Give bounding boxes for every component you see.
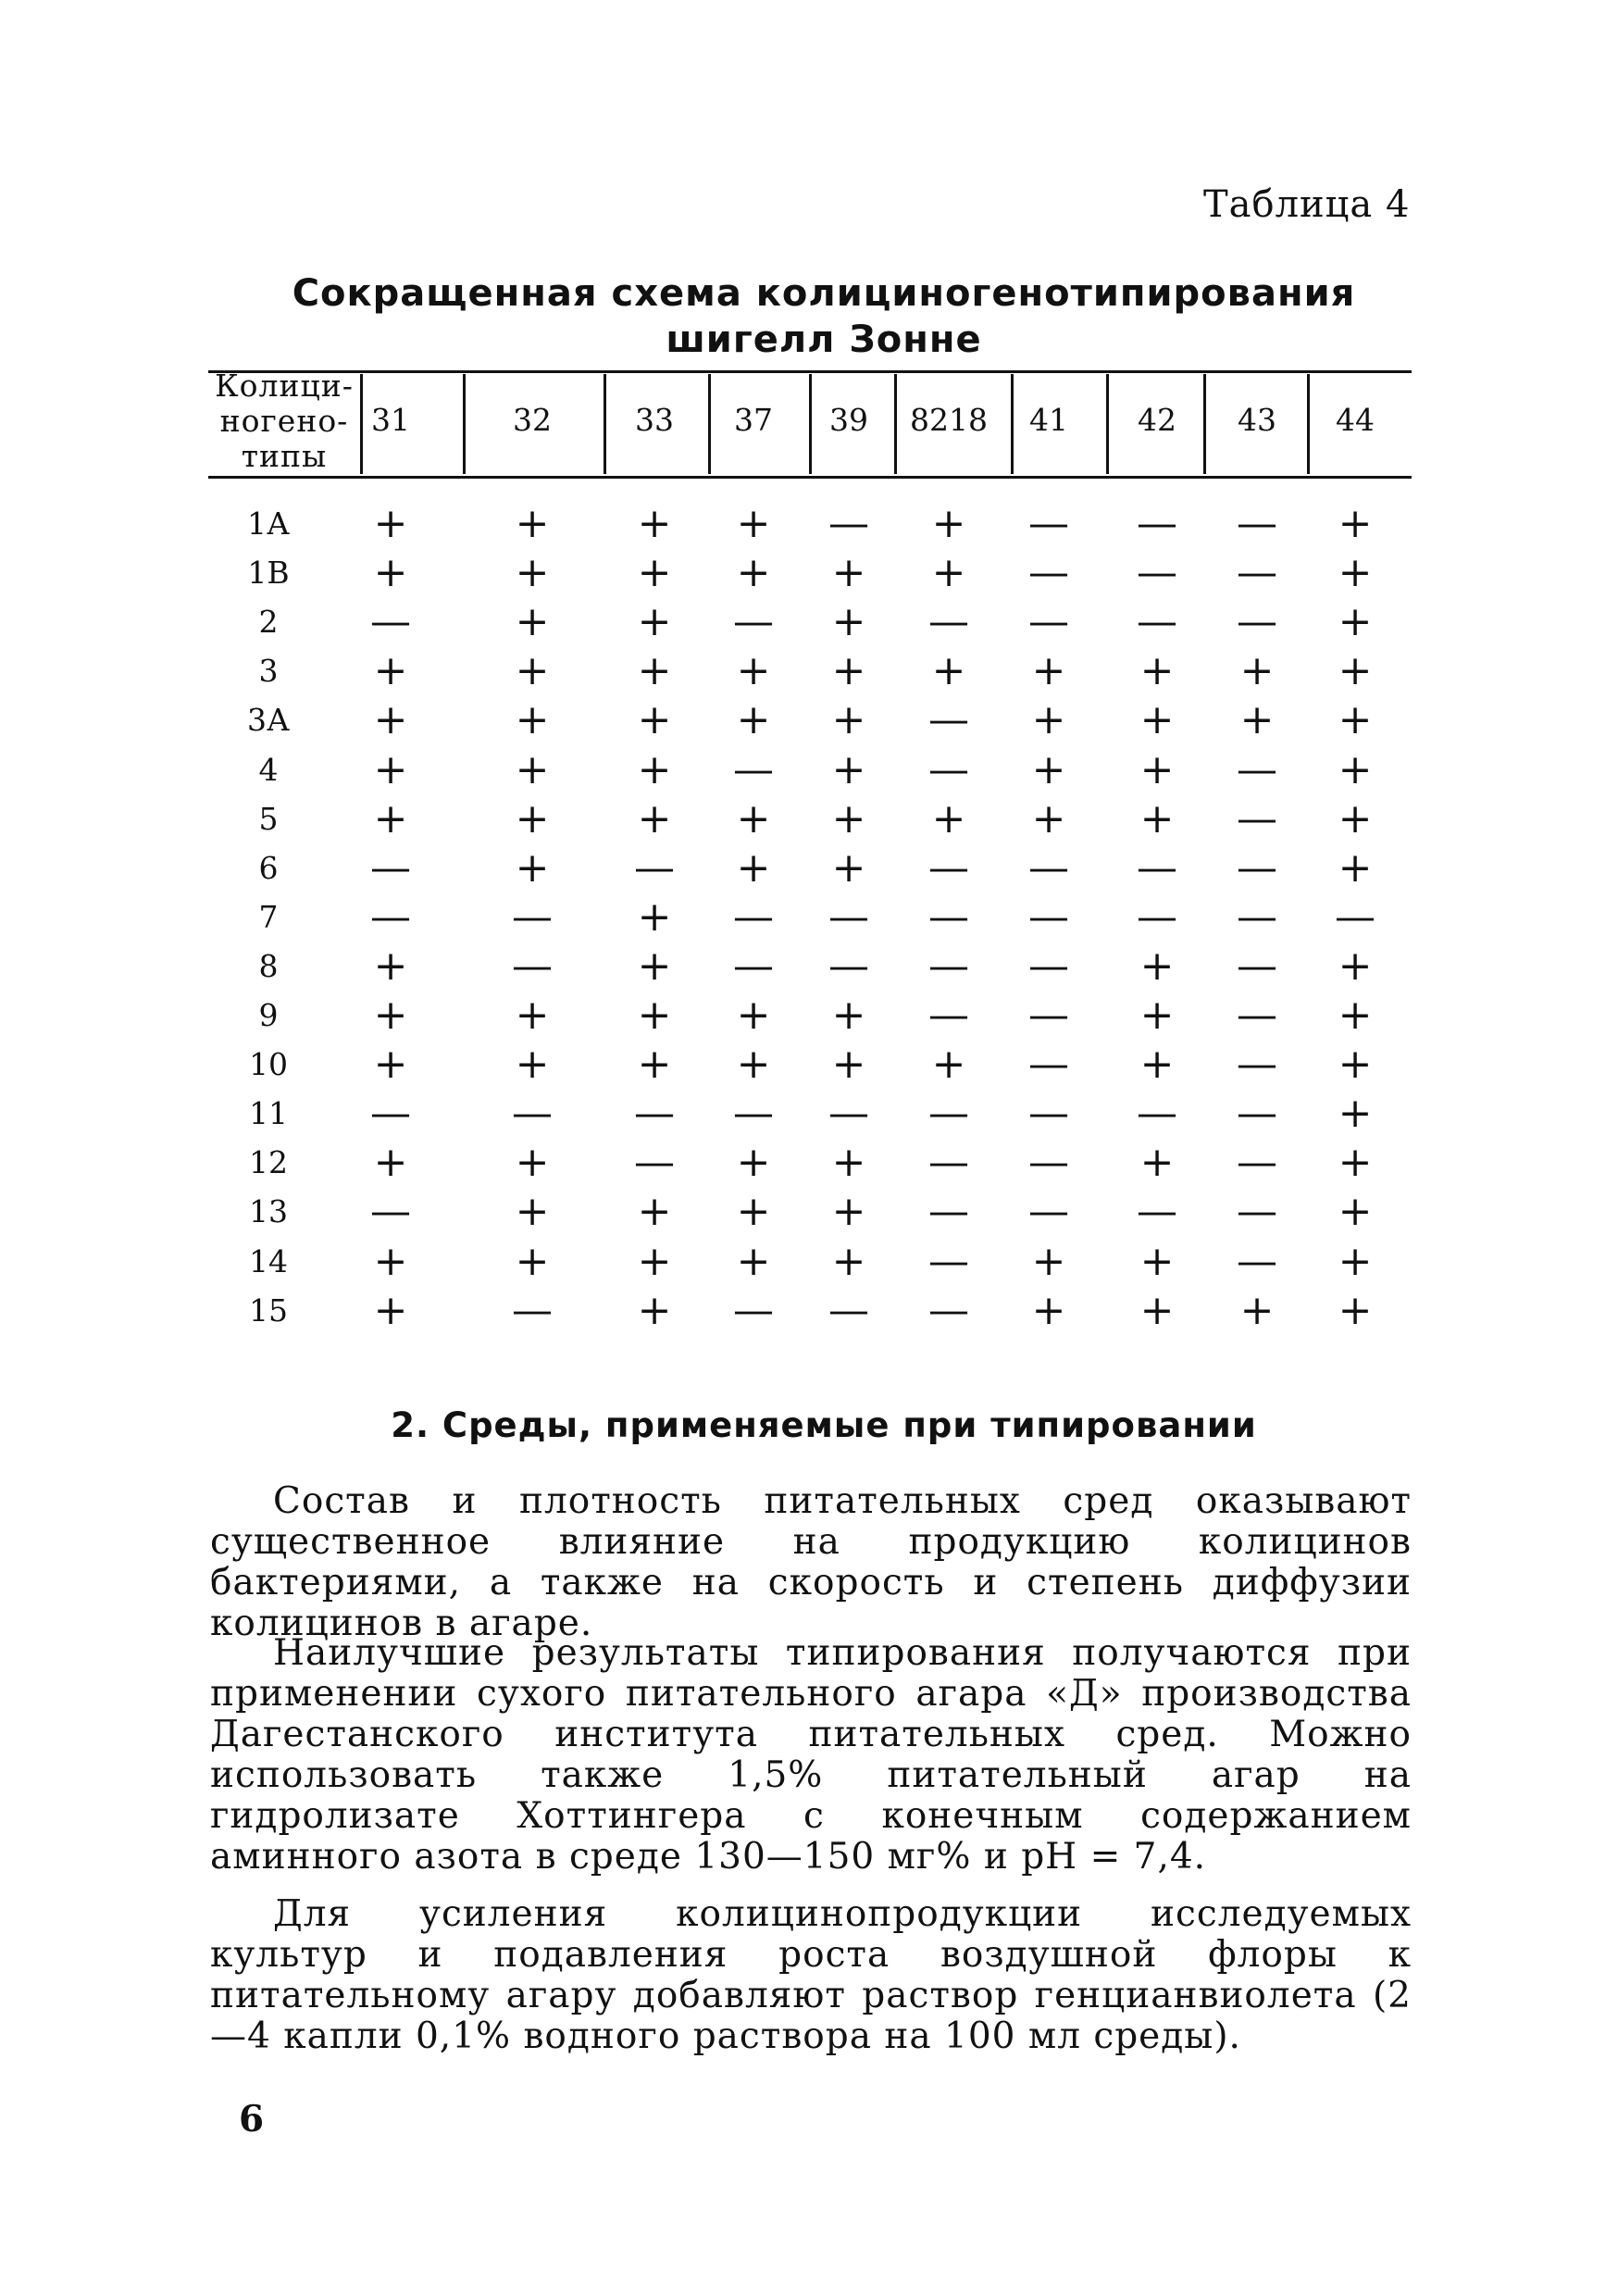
table-cell-mark: + [831, 1237, 866, 1285]
first-column-header [205, 368, 363, 474]
table-cell-mark: + [637, 696, 672, 744]
row-label: 4 [258, 751, 279, 788]
row-label: 3А [247, 702, 290, 739]
table-cell-mark: + [1031, 794, 1066, 842]
table-cell-mark: — [1028, 1041, 1069, 1089]
table-cell-mark: + [1338, 745, 1373, 793]
column-divider [894, 374, 897, 474]
table-cell-mark: — [512, 1090, 553, 1138]
table-cell-mark: + [831, 696, 866, 744]
table-cell-mark: + [1338, 1090, 1373, 1138]
table-cell-mark: — [1137, 892, 1177, 941]
table-cell-mark: — [1237, 992, 1277, 1039]
table-cell-mark: + [1338, 843, 1373, 892]
table-cell-mark: + [515, 1139, 550, 1187]
table-cell-mark: + [1031, 745, 1066, 793]
table-cell-mark: + [637, 1041, 672, 1089]
table-cell-mark: + [1031, 696, 1066, 744]
table-cell-mark: — [828, 942, 869, 990]
table-cell-mark: + [373, 1041, 408, 1089]
table-cell-mark: + [637, 892, 672, 941]
table-cell-mark: — [1028, 892, 1069, 941]
table-cell-mark: + [373, 1286, 408, 1334]
table-cell-mark: — [928, 1286, 969, 1334]
table-cell-mark: + [1338, 1188, 1373, 1236]
row-label: 12 [249, 1144, 288, 1181]
table-cell-mark: — [634, 1139, 675, 1187]
table-cell-mark: + [736, 992, 771, 1039]
table-cell-mark: + [831, 794, 866, 842]
table-cell-mark: + [1338, 549, 1373, 597]
table-cell-mark: + [831, 843, 866, 892]
table-cell-mark: — [1137, 1090, 1177, 1138]
page-number: 6 [239, 2098, 265, 2140]
table-cell-mark: + [1239, 1286, 1275, 1334]
table-cell-mark: + [637, 942, 672, 990]
table-cell-mark: + [1338, 500, 1373, 547]
table-cell-mark: + [736, 794, 771, 842]
table-cell-mark: — [1137, 549, 1177, 597]
table-cell-mark: — [828, 1286, 869, 1334]
table-cell-mark: + [515, 696, 550, 744]
table-cell-mark: — [1237, 794, 1277, 842]
table-cell-mark: — [928, 892, 969, 941]
table-cell-mark: — [928, 598, 969, 646]
table-cell-mark: — [1028, 843, 1069, 892]
column-header: 39 [829, 402, 868, 438]
table-cell-mark: + [736, 647, 771, 695]
table-cell-mark: + [515, 500, 550, 547]
table-cell-mark: — [733, 598, 774, 646]
first-column-header-line: типы [241, 438, 328, 474]
table-cell-mark: + [515, 1188, 550, 1236]
column-header: 31 [371, 402, 410, 438]
table-cell-mark: + [373, 794, 408, 842]
table-cell-mark: — [828, 500, 869, 547]
table-cell-mark: — [1237, 1090, 1277, 1138]
table-cell-mark: — [1237, 598, 1277, 646]
table-title [231, 270, 1416, 363]
paragraph: Для усиления колицинопродукции исследуемых культур и подавления роста воздушной флоры к питательному агару добавляют раствор генцианвиолета (2—4 капли 0,1% водного раствора на 100 мл среды). [210, 1893, 1412, 2057]
table-cell-mark: — [1137, 1188, 1177, 1236]
row-label: 7 [258, 898, 279, 935]
section-heading: 2. Среды, применяемые при типировании [391, 1405, 1257, 1445]
table-cell-mark: — [1335, 892, 1375, 941]
table-cell-mark: — [1237, 843, 1277, 892]
table-cell-mark: — [928, 1237, 969, 1285]
table-cell-mark: — [1237, 1188, 1277, 1236]
row-label: 1В [247, 555, 290, 592]
table-cell-mark: — [1237, 549, 1277, 597]
table-cell-mark: — [928, 1090, 969, 1138]
row-label: 8 [258, 947, 279, 984]
table-cell-mark: + [515, 647, 550, 695]
column-divider [1307, 374, 1310, 474]
column-divider [708, 374, 711, 474]
table-cell-mark: + [831, 1041, 866, 1089]
table-cell-mark: + [373, 1237, 408, 1285]
table-cell-mark: — [1028, 598, 1069, 646]
table-cell-mark: + [831, 992, 866, 1039]
table-cell-mark: + [515, 794, 550, 842]
table-cell-mark: — [928, 1188, 969, 1236]
table-top-rule [208, 370, 1412, 373]
table-cell-mark: — [1237, 942, 1277, 990]
row-label: 2 [258, 604, 279, 641]
row-label: 5 [258, 800, 279, 837]
row-label: 10 [249, 1046, 288, 1083]
table-cell-mark: + [1139, 1139, 1175, 1187]
table-cell-mark: + [736, 500, 771, 547]
table-cell-mark: + [637, 647, 672, 695]
table-cell-mark: — [634, 843, 675, 892]
table-cell-mark: + [931, 794, 966, 842]
table-cell-mark: — [1137, 598, 1177, 646]
row-label: 15 [249, 1292, 288, 1329]
table-cell-mark: — [1237, 1041, 1277, 1089]
table-cell-mark: — [512, 1286, 553, 1334]
table-cell-mark: + [1139, 992, 1175, 1039]
table-cell-mark: + [1338, 1286, 1373, 1334]
table-cell-mark: — [928, 992, 969, 1039]
table-cell-mark: + [1139, 745, 1175, 793]
row-label: 9 [258, 997, 279, 1033]
table-cell-mark: — [1237, 1139, 1277, 1187]
paragraph: Состав и плотность питательных сред оказывают существенное влияние на продукцию колицинов бактериями, а также на скорость и степень диффузии колицинов в агаре. [210, 1480, 1412, 1644]
table-cell-mark: + [1338, 598, 1373, 646]
table-cell-mark: — [828, 892, 869, 941]
table-cell-mark: — [512, 942, 553, 990]
row-label: 3 [258, 653, 279, 690]
table-cell-mark: + [736, 696, 771, 744]
table-cell-mark: + [736, 1237, 771, 1285]
table-cell-mark: + [831, 1188, 866, 1236]
table-cell-mark: — [828, 1090, 869, 1138]
table-cell-mark: + [637, 598, 672, 646]
column-divider [809, 374, 812, 474]
table-cell-mark: + [1139, 1237, 1175, 1285]
table-cell-mark: — [928, 745, 969, 793]
paragraph: Наилучшие результаты типирования получаются при применении сухого питательного агара «Д» производства Дагестанского института питательных сред. Можно использовать также 1,5% питательный агар на гидролизате Хоттингера с конечным содержанием аминного азота в среде 130—150 мг% и pH = 7,4. [210, 1632, 1412, 1878]
table-cell-mark: — [1137, 500, 1177, 547]
column-header: 42 [1138, 402, 1176, 438]
table-cell-mark: + [637, 1286, 672, 1334]
table-cell-mark: — [634, 1090, 675, 1138]
table-cell-mark: + [736, 549, 771, 597]
column-divider [463, 374, 466, 474]
table-cell-mark: + [736, 843, 771, 892]
table-cell-mark: + [637, 794, 672, 842]
table-cell-mark: + [1139, 696, 1175, 744]
table-cell-mark: + [637, 500, 672, 547]
table-cell-mark: + [373, 992, 408, 1039]
row-label: 11 [249, 1095, 288, 1132]
table-cell-mark: — [1237, 745, 1277, 793]
table-cell-mark: + [831, 549, 866, 597]
column-header: 43 [1238, 402, 1276, 438]
table-cell-mark: + [831, 647, 866, 695]
column-header: 33 [635, 402, 674, 438]
table-cell-mark: — [1028, 992, 1069, 1039]
table-cell-mark: + [1139, 794, 1175, 842]
table-cell-mark: — [1237, 1237, 1277, 1285]
table-cell-mark: + [637, 549, 672, 597]
table-cell-mark: + [1139, 647, 1175, 695]
table-cell-mark: — [733, 892, 774, 941]
column-header: 41 [1029, 402, 1068, 438]
table-cell-mark: — [370, 1188, 411, 1236]
table-cell-mark: + [1239, 696, 1275, 744]
table-cell-mark: + [931, 500, 966, 547]
table-cell-mark: + [373, 745, 408, 793]
column-divider [604, 374, 606, 474]
table-cell-mark: + [637, 745, 672, 793]
table-cell-mark: + [373, 1139, 408, 1187]
table-cell-mark: + [637, 1188, 672, 1236]
table-cell-mark: — [928, 696, 969, 744]
table-cell-mark: + [1139, 942, 1175, 990]
first-column-header-line: Колици- [215, 368, 354, 404]
table-cell-mark: — [733, 1286, 774, 1334]
table-cell-mark: + [931, 549, 966, 597]
table-cell-mark: — [733, 745, 774, 793]
table-cell-mark: — [928, 843, 969, 892]
table-cell-mark: — [1028, 500, 1069, 547]
table-cell-mark: + [515, 549, 550, 597]
table-cell-mark: + [1338, 1237, 1373, 1285]
table-cell-mark: + [1031, 647, 1066, 695]
table-header-rule [208, 476, 1412, 479]
table-cell-mark: + [515, 1041, 550, 1089]
table-title-line-2: шигелл Зонне [666, 318, 982, 361]
table-cell-mark: — [370, 843, 411, 892]
table-cell-mark: — [1028, 549, 1069, 597]
row-label: 14 [249, 1242, 288, 1279]
table-cell-mark: — [370, 892, 411, 941]
table-cell-mark: + [515, 745, 550, 793]
table-cell-mark: + [736, 1188, 771, 1236]
table-cell-mark: — [1028, 1139, 1069, 1187]
table-cell-mark: + [736, 1041, 771, 1089]
column-divider [1203, 374, 1206, 474]
row-label: 1А [247, 505, 290, 542]
table-cell-mark: + [831, 598, 866, 646]
table-cell-mark: + [1338, 992, 1373, 1039]
table-cell-mark: + [1239, 647, 1275, 695]
table-cell-mark: + [1338, 696, 1373, 744]
table-cell-mark: + [515, 992, 550, 1039]
table-title-line-1: Сокращенная схема колициногенотипирования [292, 272, 1356, 315]
column-divider [1011, 374, 1014, 474]
table-cell-mark: + [831, 1139, 866, 1187]
table-cell-mark: — [1028, 1090, 1069, 1138]
table-cell-mark: + [373, 696, 408, 744]
column-divider [1106, 374, 1109, 474]
table-cell-mark: — [370, 598, 411, 646]
table-cell-mark: + [1031, 1286, 1066, 1334]
table-cell-mark: + [1139, 1286, 1175, 1334]
table-cell-mark: + [931, 1041, 966, 1089]
table-cell-mark: + [1338, 942, 1373, 990]
table-cell-mark: — [1028, 942, 1069, 990]
column-header: 37 [734, 402, 773, 438]
table-cell-mark: + [736, 1139, 771, 1187]
column-header: 32 [513, 402, 552, 438]
table-cell-mark: + [1338, 1139, 1373, 1187]
table-cell-mark: — [1137, 843, 1177, 892]
table-cell-mark: — [1028, 1188, 1069, 1236]
table-cell-mark: — [1237, 892, 1277, 941]
table-cell-mark: + [1338, 647, 1373, 695]
column-header: 44 [1336, 402, 1375, 438]
table-cell-mark: + [373, 500, 408, 547]
table-cell-mark: + [373, 647, 408, 695]
first-column-header-line: ногено- [219, 403, 349, 439]
table-cell-mark: + [1031, 1237, 1066, 1285]
table-cell-mark: + [831, 745, 866, 793]
table-label: Таблица 4 [1203, 183, 1411, 226]
table-cell-mark: — [1237, 500, 1277, 547]
table-cell-mark: — [512, 892, 553, 941]
column-header: 8218 [910, 402, 988, 438]
table-cell-mark: + [515, 1237, 550, 1285]
table-cell-mark: — [370, 1090, 411, 1138]
table-cell-mark: — [733, 1090, 774, 1138]
table-cell-mark: + [373, 549, 408, 597]
row-label: 6 [258, 849, 279, 886]
table-cell-mark: + [637, 992, 672, 1039]
column-divider [360, 374, 363, 474]
table-cell-mark: + [515, 843, 550, 892]
table-cell-mark: + [1139, 1041, 1175, 1089]
table-cell-mark: — [928, 942, 969, 990]
table-cell-mark: + [931, 647, 966, 695]
table-cell-mark: — [928, 1139, 969, 1187]
table-cell-mark: + [373, 942, 408, 990]
table-cell-mark: — [733, 942, 774, 990]
table-cell-mark: + [1338, 1041, 1373, 1089]
table-cell-mark: + [1338, 794, 1373, 842]
table-cell-mark: + [637, 1237, 672, 1285]
row-label: 13 [249, 1193, 288, 1230]
table-cell-mark: + [515, 598, 550, 646]
